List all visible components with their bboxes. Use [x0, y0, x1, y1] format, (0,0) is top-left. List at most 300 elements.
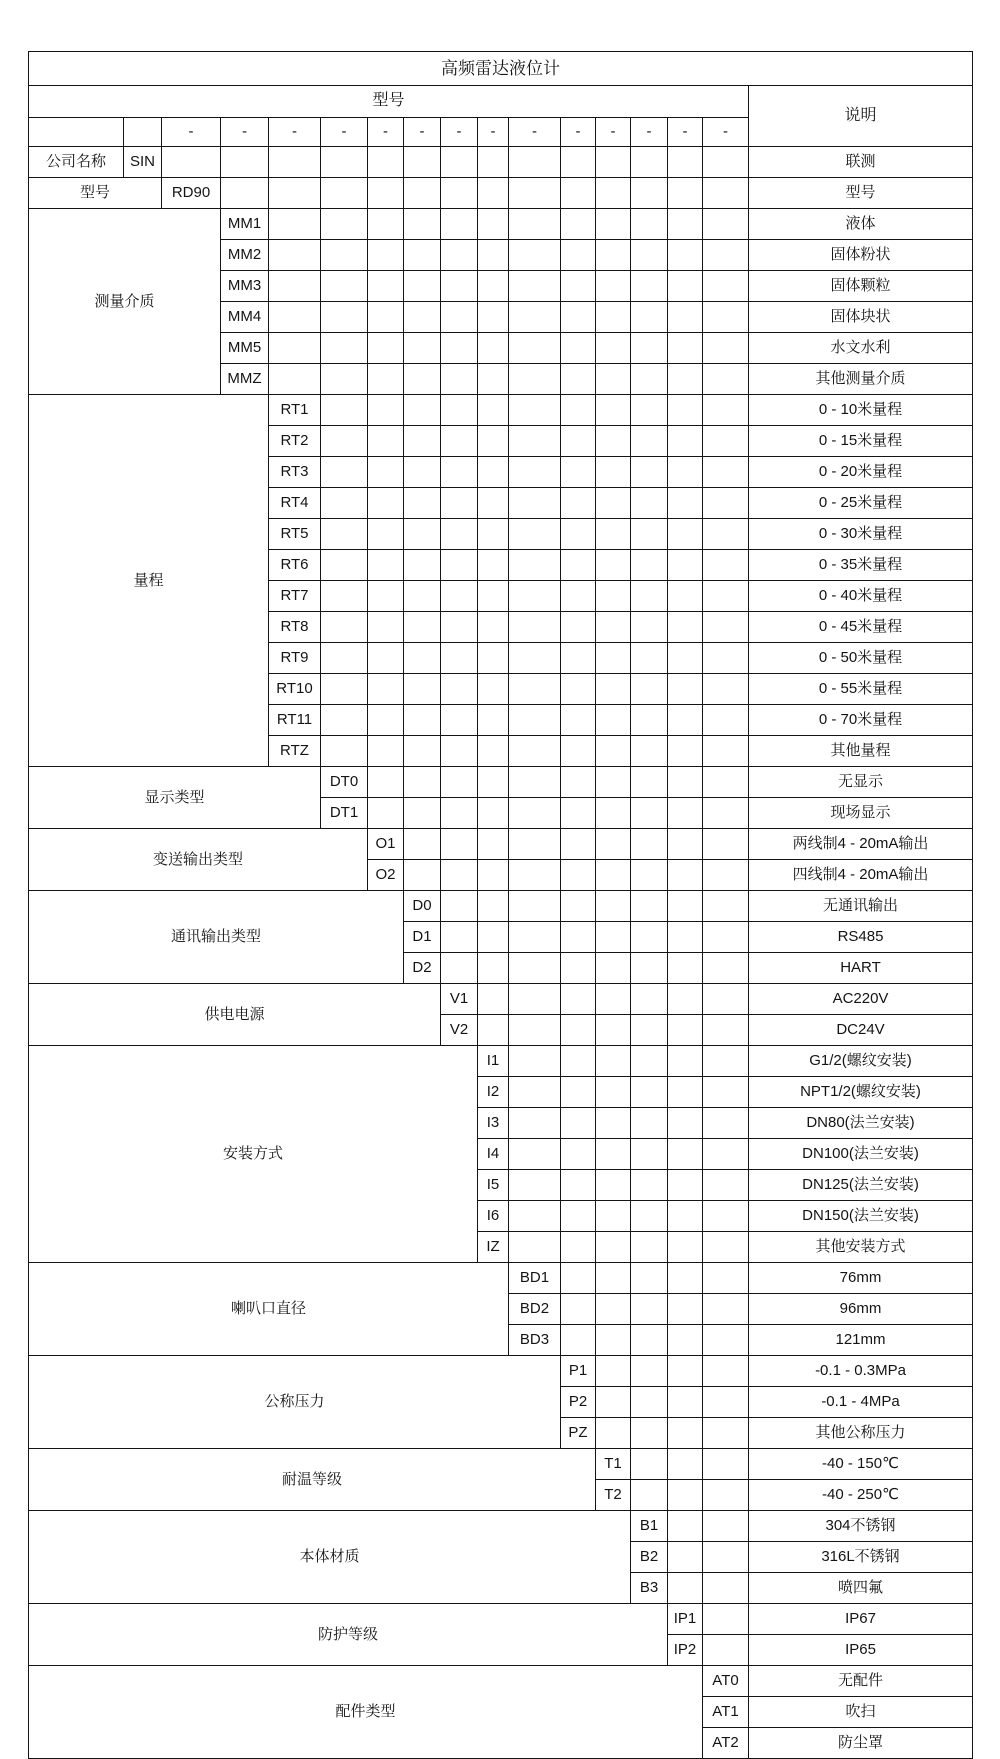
empty-cell: [561, 240, 596, 271]
empty-cell: [321, 426, 368, 457]
description-cell: 316L不锈钢: [749, 1542, 973, 1573]
empty-cell: [561, 612, 596, 643]
empty-cell: [441, 891, 478, 922]
section-label: 喇叭口直径: [29, 1263, 509, 1356]
empty-cell: [404, 860, 441, 891]
empty-cell: [668, 581, 703, 612]
empty-cell: [441, 674, 478, 705]
empty-cell: [668, 922, 703, 953]
empty-cell: [703, 302, 749, 333]
empty-cell: [404, 705, 441, 736]
description-cell: -0.1 - 4MPa: [749, 1387, 973, 1418]
code-cell: MM1: [221, 209, 269, 240]
empty-cell: [596, 922, 631, 953]
empty-cell: [509, 271, 561, 302]
empty-cell: [368, 736, 404, 767]
empty-cell: [561, 1077, 596, 1108]
empty-cell: [404, 302, 441, 333]
empty-cell: [631, 240, 668, 271]
description-cell: 固体粉状: [749, 240, 973, 271]
empty-cell: [596, 1201, 631, 1232]
empty-cell: [509, 736, 561, 767]
empty-cell: [631, 271, 668, 302]
empty-cell: [368, 581, 404, 612]
empty-cell: [596, 519, 631, 550]
empty-cell: [668, 426, 703, 457]
empty-cell: [703, 333, 749, 364]
description-cell: DN80(法兰安装): [749, 1108, 973, 1139]
empty-cell: [703, 209, 749, 240]
empty-cell: [561, 488, 596, 519]
empty-cell: [441, 581, 478, 612]
empty-cell: [321, 302, 368, 333]
empty-cell: [703, 798, 749, 829]
code-cell: RT7: [269, 581, 321, 612]
section-label: 公称压力: [29, 1356, 561, 1449]
empty-cell: [631, 333, 668, 364]
empty-cell: [596, 581, 631, 612]
empty-cell: [596, 1108, 631, 1139]
empty-cell: [321, 147, 368, 178]
empty-cell: [221, 147, 269, 178]
empty-cell: [404, 426, 441, 457]
empty-cell: [703, 1480, 749, 1511]
empty-cell: [478, 178, 509, 209]
empty-cell: [668, 798, 703, 829]
section-label: 显示类型: [29, 767, 321, 829]
description-cell: DN100(法兰安装): [749, 1139, 973, 1170]
empty-cell: [631, 798, 668, 829]
empty-cell: [668, 240, 703, 271]
description-cell: 水文水利: [749, 333, 973, 364]
empty-cell: [703, 1387, 749, 1418]
empty-cell: [509, 302, 561, 333]
empty-cell: [368, 767, 404, 798]
empty-cell: [404, 519, 441, 550]
empty-cell: [441, 457, 478, 488]
empty-cell: [668, 1480, 703, 1511]
empty-cell: [509, 705, 561, 736]
empty-cell: [368, 705, 404, 736]
section-label: 量程: [29, 395, 269, 767]
empty-cell: [561, 457, 596, 488]
code-cell: IP1: [668, 1604, 703, 1635]
empty-cell: [509, 1139, 561, 1170]
description-cell: 96mm: [749, 1294, 973, 1325]
empty-cell: [596, 364, 631, 395]
empty-cell: [509, 1232, 561, 1263]
section-label: 本体材质: [29, 1511, 631, 1604]
table-row: [29, 829, 973, 860]
empty-cell: [441, 178, 478, 209]
empty-cell: [596, 302, 631, 333]
empty-cell: [703, 984, 749, 1015]
empty-cell: [368, 798, 404, 829]
empty-cell: [703, 178, 749, 209]
empty-cell: [509, 643, 561, 674]
empty-cell: [478, 550, 509, 581]
empty-cell: [631, 302, 668, 333]
code-cell: MM3: [221, 271, 269, 302]
empty-cell: [321, 674, 368, 705]
empty-cell: [703, 426, 749, 457]
empty-cell: [321, 705, 368, 736]
empty-cell: [509, 519, 561, 550]
empty-cell: [561, 984, 596, 1015]
empty-cell: [596, 426, 631, 457]
dash-separator: -: [478, 118, 509, 147]
empty-cell: [631, 550, 668, 581]
empty-cell: [631, 178, 668, 209]
empty-cell: [478, 953, 509, 984]
empty-cell: [631, 1108, 668, 1139]
section-label: 型号: [29, 178, 162, 209]
empty-cell: [703, 860, 749, 891]
empty-cell: [561, 1294, 596, 1325]
empty-cell: [478, 674, 509, 705]
empty-cell: [269, 178, 321, 209]
empty-cell: [596, 705, 631, 736]
table-row: [29, 395, 973, 426]
description-cell: 无通讯输出: [749, 891, 973, 922]
empty-cell: [703, 457, 749, 488]
empty-cell: [404, 798, 441, 829]
empty-cell: [668, 1387, 703, 1418]
empty-cell: [596, 1387, 631, 1418]
empty-cell: [561, 1108, 596, 1139]
empty-cell: [441, 302, 478, 333]
description-cell: IP67: [749, 1604, 973, 1635]
empty-cell: [596, 1418, 631, 1449]
empty-cell: [509, 1108, 561, 1139]
description-cell: NPT1/2(螺纹安装): [749, 1077, 973, 1108]
empty-cell: [441, 860, 478, 891]
empty-cell: [509, 333, 561, 364]
empty-cell: [703, 488, 749, 519]
empty-cell: [368, 209, 404, 240]
empty-cell: [478, 240, 509, 271]
description-cell: 304不锈钢: [749, 1511, 973, 1542]
empty-cell: [509, 457, 561, 488]
empty-cell: [162, 147, 221, 178]
code-cell: B2: [631, 1542, 668, 1573]
description-cell: 无配件: [749, 1666, 973, 1697]
empty-cell: [561, 364, 596, 395]
code-cell: AT1: [703, 1697, 749, 1728]
empty-cell: [631, 705, 668, 736]
empty-cell: [561, 891, 596, 922]
empty-cell: [596, 643, 631, 674]
code-cell: O2: [368, 860, 404, 891]
table-row: [29, 1356, 973, 1387]
empty-cell: [668, 1511, 703, 1542]
empty-cell: [321, 581, 368, 612]
empty-cell: [509, 1077, 561, 1108]
empty-cell: [441, 209, 478, 240]
code-cell: D0: [404, 891, 441, 922]
empty-cell: [668, 1573, 703, 1604]
empty-cell: [269, 302, 321, 333]
section-label: 安装方式: [29, 1046, 478, 1263]
empty-cell: [368, 612, 404, 643]
empty-cell: [596, 1263, 631, 1294]
empty-cell: [596, 798, 631, 829]
empty-cell: [478, 891, 509, 922]
empty-cell: [509, 674, 561, 705]
empty-cell: [441, 767, 478, 798]
empty-cell: [321, 395, 368, 426]
empty-cell: [596, 333, 631, 364]
empty-cell: [561, 426, 596, 457]
empty-cell: [321, 612, 368, 643]
code-cell: RT10: [269, 674, 321, 705]
empty-cell: [668, 984, 703, 1015]
description-cell: 0 - 55米量程: [749, 674, 973, 705]
empty-cell: [509, 922, 561, 953]
empty-cell: [668, 860, 703, 891]
empty-cell: [561, 953, 596, 984]
code-cell: O1: [368, 829, 404, 860]
code-cell: PZ: [561, 1418, 596, 1449]
empty-cell: [668, 364, 703, 395]
table-row: [29, 1449, 973, 1480]
empty-cell: [596, 1139, 631, 1170]
empty-cell: [703, 1356, 749, 1387]
empty-cell: [703, 1325, 749, 1356]
empty-cell: [404, 643, 441, 674]
empty-cell: [561, 767, 596, 798]
table-row: [29, 52, 973, 86]
code-cell: IP2: [668, 1635, 703, 1666]
code-cell: RT3: [269, 457, 321, 488]
code-cell: AT2: [703, 1728, 749, 1759]
description-cell: 0 - 45米量程: [749, 612, 973, 643]
empty-cell: [478, 1015, 509, 1046]
empty-cell: [703, 550, 749, 581]
table-row: [29, 1604, 973, 1635]
empty-cell: [561, 1201, 596, 1232]
empty-cell: [668, 829, 703, 860]
description-cell: -40 - 250℃: [749, 1480, 973, 1511]
section-label: 通讯输出类型: [29, 891, 404, 984]
dash-separator: -: [368, 118, 404, 147]
empty-cell: [478, 767, 509, 798]
empty-cell: [596, 209, 631, 240]
section-label: 配件类型: [29, 1666, 703, 1759]
empty-cell: [321, 643, 368, 674]
empty-cell: [668, 209, 703, 240]
table-row: [29, 147, 973, 178]
table-title: 高频雷达液位计: [29, 52, 973, 86]
empty-cell: [509, 364, 561, 395]
empty-cell: [478, 147, 509, 178]
table-row: [29, 891, 973, 922]
empty-cell: [368, 395, 404, 426]
empty-cell: [631, 1170, 668, 1201]
empty-cell: [509, 860, 561, 891]
table-body: [29, 52, 973, 1759]
empty-cell: [631, 922, 668, 953]
empty-cell: [441, 364, 478, 395]
empty-cell: [509, 209, 561, 240]
empty-cell: [703, 271, 749, 302]
empty-cell: [631, 488, 668, 519]
empty-cell: [561, 519, 596, 550]
code-cell: I4: [478, 1139, 509, 1170]
empty-cell: [561, 1015, 596, 1046]
code-cell: RD90: [162, 178, 221, 209]
description-cell: 0 - 15米量程: [749, 426, 973, 457]
section-label: 供电电源: [29, 984, 441, 1046]
description-cell: AC220V: [749, 984, 973, 1015]
empty-cell: [404, 488, 441, 519]
code-cell: RT9: [269, 643, 321, 674]
dash-row-spacer-category: [29, 118, 124, 147]
empty-cell: [561, 1263, 596, 1294]
code-cell: RT11: [269, 705, 321, 736]
description-cell: 其他量程: [749, 736, 973, 767]
empty-cell: [404, 550, 441, 581]
empty-cell: [631, 364, 668, 395]
empty-cell: [509, 1170, 561, 1201]
empty-cell: [368, 302, 404, 333]
empty-cell: [596, 984, 631, 1015]
code-cell: AT0: [703, 1666, 749, 1697]
empty-cell: [404, 674, 441, 705]
description-cell: 0 - 50米量程: [749, 643, 973, 674]
empty-cell: [441, 147, 478, 178]
empty-cell: [596, 271, 631, 302]
empty-cell: [703, 767, 749, 798]
description-cell: 其他测量介质: [749, 364, 973, 395]
empty-cell: [478, 705, 509, 736]
empty-cell: [668, 1201, 703, 1232]
table-row: [29, 767, 973, 798]
empty-cell: [321, 271, 368, 302]
empty-cell: [668, 736, 703, 767]
empty-cell: [478, 829, 509, 860]
empty-cell: [509, 1015, 561, 1046]
empty-cell: [631, 1480, 668, 1511]
empty-cell: [368, 488, 404, 519]
empty-cell: [478, 271, 509, 302]
empty-cell: [631, 1263, 668, 1294]
description-cell: 型号: [749, 178, 973, 209]
empty-cell: [404, 612, 441, 643]
table-row: [29, 1046, 973, 1077]
empty-cell: [441, 705, 478, 736]
empty-cell: [321, 457, 368, 488]
empty-cell: [668, 271, 703, 302]
empty-cell: [703, 240, 749, 271]
description-cell: -40 - 150℃: [749, 1449, 973, 1480]
empty-cell: [321, 209, 368, 240]
empty-cell: [596, 953, 631, 984]
empty-cell: [441, 271, 478, 302]
code-cell: DT1: [321, 798, 368, 829]
empty-cell: [269, 209, 321, 240]
empty-cell: [478, 488, 509, 519]
empty-cell: [368, 240, 404, 271]
empty-cell: [404, 457, 441, 488]
empty-cell: [596, 736, 631, 767]
empty-cell: [269, 333, 321, 364]
empty-cell: [668, 1418, 703, 1449]
empty-cell: [561, 1325, 596, 1356]
dash-separator: -: [441, 118, 478, 147]
code-cell: MM2: [221, 240, 269, 271]
empty-cell: [703, 364, 749, 395]
empty-cell: [404, 333, 441, 364]
empty-cell: [668, 302, 703, 333]
empty-cell: [321, 550, 368, 581]
code-cell: RTZ: [269, 736, 321, 767]
empty-cell: [509, 240, 561, 271]
empty-cell: [596, 860, 631, 891]
empty-cell: [703, 1449, 749, 1480]
empty-cell: [668, 1232, 703, 1263]
empty-cell: [561, 643, 596, 674]
code-cell: RT5: [269, 519, 321, 550]
empty-cell: [631, 1387, 668, 1418]
empty-cell: [596, 147, 631, 178]
code-cell: I5: [478, 1170, 509, 1201]
empty-cell: [703, 147, 749, 178]
empty-cell: [478, 612, 509, 643]
description-cell: 防尘罩: [749, 1728, 973, 1759]
empty-cell: [703, 1015, 749, 1046]
empty-cell: [668, 891, 703, 922]
empty-cell: [703, 1294, 749, 1325]
empty-cell: [561, 178, 596, 209]
empty-cell: [596, 829, 631, 860]
section-label: 公司名称: [29, 147, 124, 178]
empty-cell: [668, 612, 703, 643]
empty-cell: [703, 891, 749, 922]
empty-cell: [668, 519, 703, 550]
empty-cell: [631, 736, 668, 767]
empty-cell: [561, 674, 596, 705]
empty-cell: [703, 1604, 749, 1635]
empty-cell: [478, 209, 509, 240]
empty-cell: [703, 643, 749, 674]
empty-cell: [441, 643, 478, 674]
code-cell: V2: [441, 1015, 478, 1046]
empty-cell: [631, 1015, 668, 1046]
empty-cell: [478, 395, 509, 426]
description-cell: 0 - 25米量程: [749, 488, 973, 519]
empty-cell: [404, 829, 441, 860]
code-cell: I3: [478, 1108, 509, 1139]
empty-cell: [596, 178, 631, 209]
empty-cell: [668, 1356, 703, 1387]
dash-separator: -: [162, 118, 221, 147]
empty-cell: [668, 1108, 703, 1139]
empty-cell: [269, 240, 321, 271]
empty-cell: [404, 767, 441, 798]
table-row: [29, 1263, 973, 1294]
empty-cell: [668, 1170, 703, 1201]
empty-cell: [561, 736, 596, 767]
empty-cell: [631, 643, 668, 674]
empty-cell: [561, 333, 596, 364]
model-header: 型号: [29, 86, 749, 118]
empty-cell: [596, 891, 631, 922]
empty-cell: [668, 147, 703, 178]
empty-cell: [509, 488, 561, 519]
empty-cell: [441, 798, 478, 829]
empty-cell: [631, 1356, 668, 1387]
